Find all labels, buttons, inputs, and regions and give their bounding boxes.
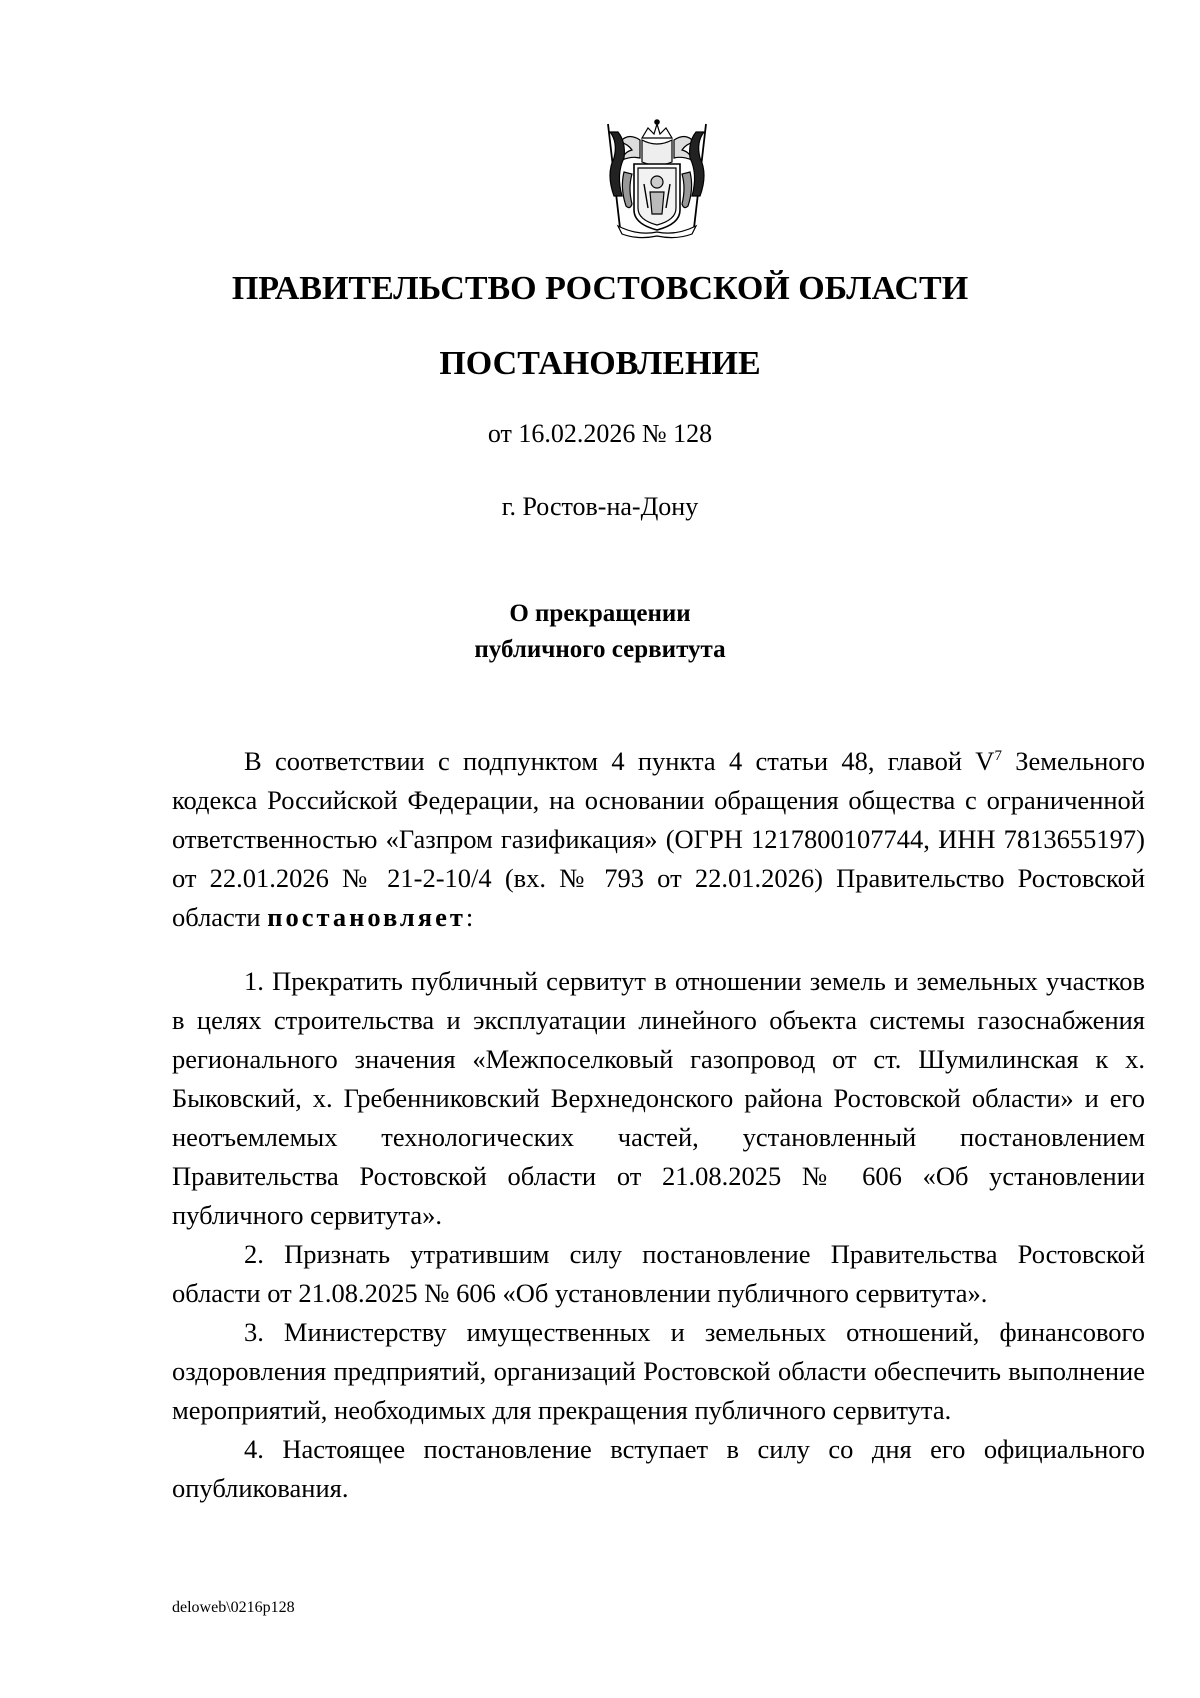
preamble-superscript: 7 <box>994 748 1002 764</box>
organization-title: ПРАВИТЕЛЬСТВО РОСТОВСКОЙ ОБЛАСТИ <box>231 270 969 307</box>
document-city: г. Ростов-на-Дону <box>501 492 699 521</box>
preamble-end: : <box>465 902 474 932</box>
preamble-keyword: постановляет <box>267 902 466 932</box>
resolution-item-3: 3. Министерству имущественных и земельных отношений, финансового оздоровления предприятий, организаций Ростовской области обеспечить выполнение мероприятий, необходимых для прекращения публичного сервитута. <box>172 1317 1145 1425</box>
footer-document-code: deloweb\0216p128 <box>172 1599 295 1616</box>
document-subject <box>0 596 1200 668</box>
resolution-item-2: 2. Признать утратившим силу постановление Правительства Ростовской области от 21.08.2025 № 606 «Об установлении публичного сервитута». <box>172 1239 1145 1308</box>
document-date-number: от 16.02.2026 № 128 <box>487 419 713 448</box>
subject-line-1: О прекращении <box>509 600 691 627</box>
resolution-items <box>172 962 1145 1508</box>
preamble-text-1: В соответствии с подпунктом 4 пункта 4 статьи 48, главой V <box>244 746 995 776</box>
subject-line-2: публичного сервитута <box>474 636 726 663</box>
coat-of-arms-icon <box>598 118 716 240</box>
document-type-title: ПОСТАНОВЛЕНИЕ <box>439 345 761 382</box>
preamble-text-2: Земельного кодекса Российской Федерации, на основании обращения общества с ограниченной ответственностью «Газпром газификация» (ОГРН 1217800107744, ИНН 7813655197) от 22.01.2026 № 21-2-10/4 (вх. № 793 от 22.01.2026) Правительство Ростовской области <box>172 746 1145 932</box>
preamble-paragraph <box>172 742 1145 937</box>
resolution-item-4: 4. Настоящее постановление вступает в силу со дня его официального опубликования. <box>172 1434 1145 1503</box>
resolution-item-1: 1. Прекратить публичный сервитут в отношении земель и земельных участков в целях строительства и эксплуатации линейного объекта системы газоснабжения регионального значения «Межпоселковый газопровод от ст. Шумилинская к х. Быковский, х. Гребенниковский Верхнедонского района Ростовской области» и его неотъемлемых технологических частей, установленный постановлением Правительства Ростовской области от 21.08.2025 № 606 «Об установлении публичного сервитута». <box>172 966 1145 1230</box>
